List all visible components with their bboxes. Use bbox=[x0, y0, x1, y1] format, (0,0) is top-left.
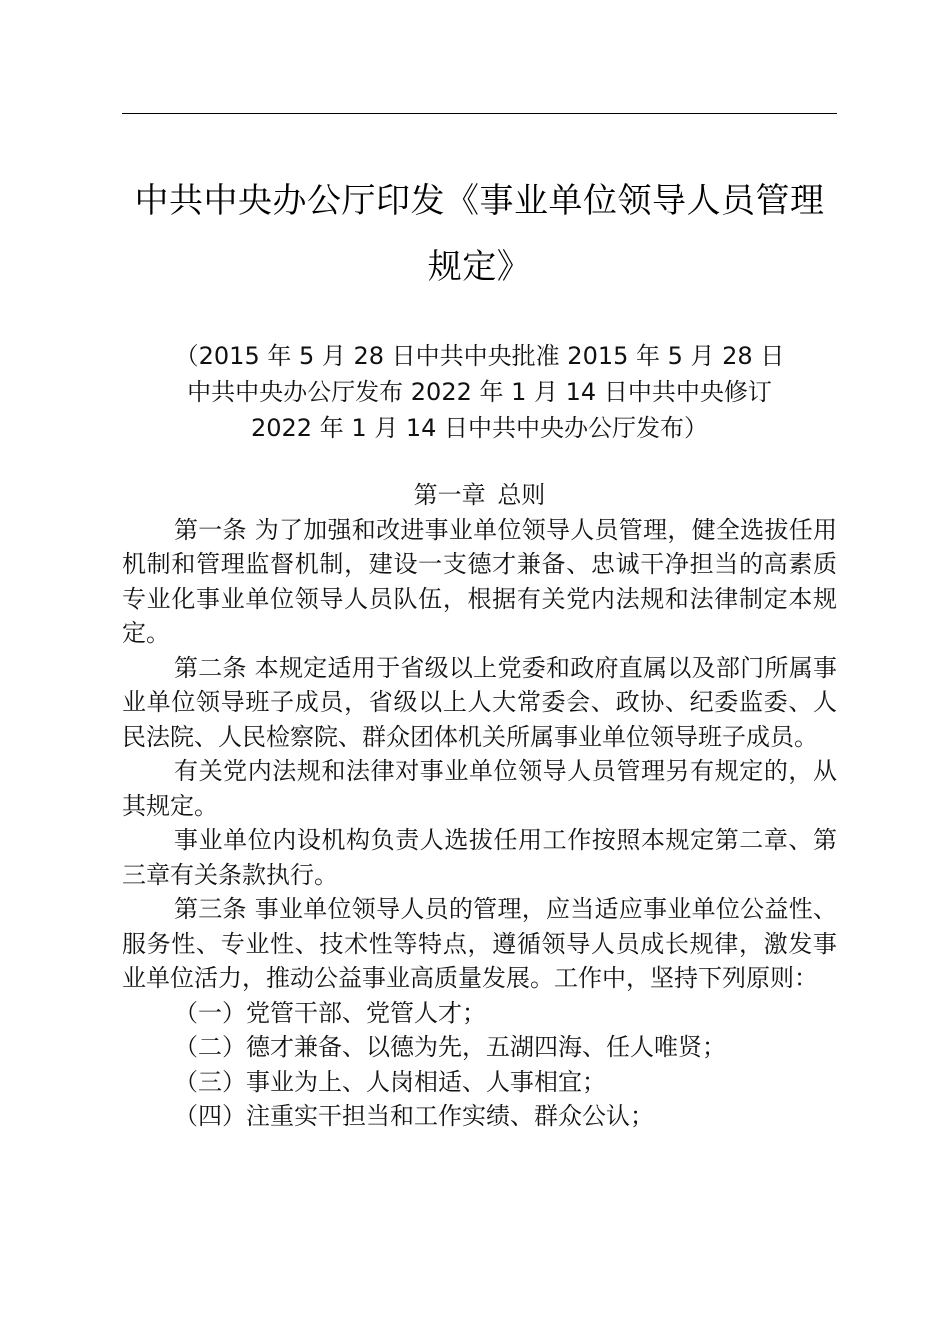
document-title bbox=[122, 168, 837, 300]
chapter-name: 总则 bbox=[497, 481, 546, 509]
principle-item-1: （一）党管干部、党管人才； bbox=[174, 998, 486, 1027]
chapter-number: 第一章 bbox=[413, 481, 486, 509]
title-line-1: 中共中央办公厅印发《事业单位领导人员管理 bbox=[134, 181, 825, 221]
article-2: 第二条 本规定适用于省级以上党委和政府直属以及部门所属事业单位领导班子成员，省级以上人大常委会、政协、纪委监委、人民法院、人民检察院、群众团体机关所属事业单位领导班子成员。 bbox=[122, 653, 837, 751]
header-rule bbox=[122, 113, 837, 114]
article-1: 第一条 为了加强和改进事业单位领导人员管理，健全选拔任用机制和管理监督机制，建设一支德才兼备、忠诚干净担当的高素质专业化事业单位领导人员队伍，根据有关党内法规和法律制定本规定。 bbox=[122, 515, 837, 647]
article-3: 第三条 事业单位领导人员的管理，应当适应事业单位公益性、服务性、专业性、技术性等特点，遵循领导人员成长规律，激发事业单位活力，推动公益事业高质量发展。工作中，坚持下列原则： bbox=[122, 895, 837, 992]
document-body bbox=[122, 478, 837, 1134]
article-2-clause-3: 事业单位内设机构负责人选拔任用工作按照本规定第二章、第三章有关条款执行。 bbox=[122, 826, 837, 889]
article-2-clause-2: 有关党内法规和法律对事业单位领导人员管理另有规定的，从其规定。 bbox=[122, 757, 837, 820]
chapter-heading bbox=[122, 478, 837, 513]
principle-item-4: （四）注重实干担当和工作实绩、群众公认； bbox=[174, 1102, 654, 1130]
publication-info bbox=[122, 338, 837, 446]
principle-item-2: （二）德才兼备、以德为先，五湖四海、任人唯贤； bbox=[174, 1033, 726, 1061]
title-line-2: 规定》 bbox=[427, 247, 532, 287]
principle-item-3: （三）事业为上、人岗相适、人事相宜； bbox=[174, 1067, 606, 1096]
publication-info-line-1: （2015 年 5 月 28 日中共中央批准 2015 年 5 月 28 日 bbox=[174, 342, 785, 370]
publication-info-line-2: 中共中央办公厅发布 2022 年 1 月 14 日中共中央修订 bbox=[187, 378, 772, 406]
publication-info-line-3: 2022 年 1 月 14 日中共中央办公厅发布） bbox=[250, 414, 709, 442]
